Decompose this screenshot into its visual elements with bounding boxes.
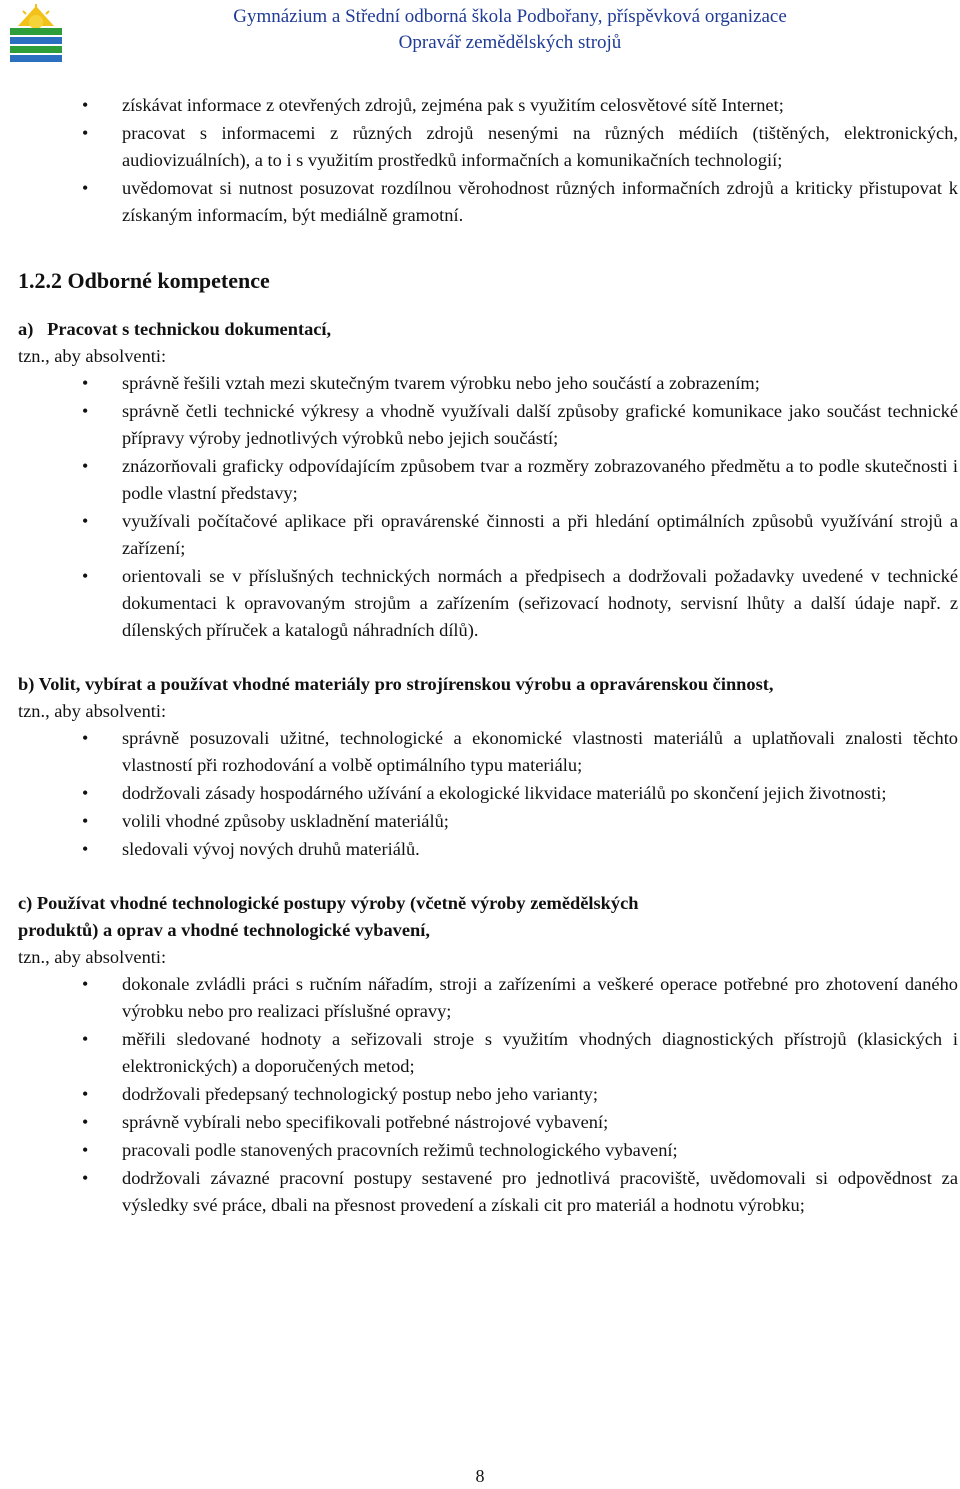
list-item: • dodržovali závazné pracovní postupy sestavené pro jednotlivá pracoviště, uvědomovali si odpovědnost za výsledky své práce, dbali na přesnost provedení a získali cit pro materiál a hodnotu výrobku; [18,1165,958,1219]
list-item: • správně posuzovali užitné, technologické a ekonomické vlastnosti materiálů a uplatňovali znalosti těchto vlastností při rozhodování a volbě optimálního typu materiálu; [18,725,958,779]
section-heading: 1.2.2 Odborné kompetence [18,268,270,293]
page-number: 8 [475,1466,485,1486]
list-item: • dodržovali zásady hospodárného užívání a ekologické likvidace materiálů po skončení jejich životnosti; [18,780,958,807]
subsection-b-intro: tzn., aby absolventi: [18,701,167,721]
list-item: • dokonale zvládli práci s ručním nářadím, stroji a zařízeními a veškeré operace potřebné pro zhotovení daného výrobku nebo pro realizaci příslušné opravy; [18,971,958,1025]
list-item: • získávat informace z otevřených zdrojů, zejména pak s využitím celosvětové sítě Internet; [18,92,958,119]
subsection-b-list [18,725,958,863]
list-item: • správně řešili vztah mezi skutečným tvarem výrobku nebo jeho součástí a zobrazením; [18,370,958,397]
header-text [60,4,960,56]
subsection-b-heading: b) Volit, vybírat a používat vhodné materiály pro strojírenskou výrobu a opravárenskou činnost, [18,674,774,694]
list-item: • využívali počítačové aplikace při opravárenské činnosti a při hledání optimálních způsobů využívání strojů a zařízení; [18,508,958,562]
subsection-c-heading [18,890,958,944]
list-item: • sledovali vývoj nových druhů materiálů. [18,836,958,863]
list-item: • znázorňovali graficky odpovídajícím způsobem tvar a rozměry zobrazovaného předmětu a to podle skutečnosti i podle vlastní představy; [18,453,958,507]
list-item: • měřili sledované hodnoty a seřizovali stroje s využitím vhodných diagnostických přístrojů (klasických i elektronických) a doporučených metod; [18,1026,958,1080]
list-item: • správně vybírali nebo specifikovali potřebné nástrojové vybavení; [18,1109,958,1136]
subsection-a-intro: tzn., aby absolventi: [18,346,167,366]
header-program-name: Opravář zemědělských strojů [398,32,622,53]
list-item: • pracovali podle stanovených pracovních režimů technologického vybavení; [18,1137,958,1164]
list-item: • správně četli technické výkresy a vhodně využívali další způsoby grafické komunikace jako součást technické přípravy výroby jednotlivých výrobků nebo jejich součástí; [18,398,958,452]
list-item: • dodržovali předepsaný technologický postup nebo jeho varianty; [18,1081,958,1108]
list-item: • volili vhodné způsoby uskladnění materiálů; [18,808,958,835]
list-item: • orientovali se v příslušných technických normách a předpisech a dodržovali požadavky uvedené v technické dokumentaci k opravovaným strojům a zařízením (seřizovací hodnoty, servisní lhůty a další údaje např. z dílenských příruček a katalogů náhradních dílů). [18,563,958,644]
header-school-name: Gymnázium a Střední odborná škola Podbořany, příspěvková organizace [233,6,787,27]
subsection-c-list [18,971,958,1219]
school-logo-icon [4,2,68,66]
subsection-c-intro: tzn., aby absolventi: [18,947,167,967]
subsection-c-heading-line1: c) Používat vhodné technologické postupy výroby (včetně výroby zemědělských [18,893,639,913]
list-item: • pracovat s informacemi z různých zdrojů nesenými na různých médiích (tištěných, elektronických, audiovizuálních), a to i s využitím prostředků informačních a komunikačních technologií; [18,120,958,174]
competence-list-top [18,92,958,229]
page-header [0,0,960,70]
subsection-a-heading: a) Pracovat s technickou dokumentací, [18,319,332,339]
subsection-c-heading-line2: produktů) a oprav a vhodné technologické vybavení, [18,920,430,940]
subsection-a-list [18,370,958,644]
list-item: • uvědomovat si nutnost posuzovat rozdílnou věrohodnost různých informačních zdrojů a kriticky přistupovat k získaným informacím, být mediálně gramotní. [18,175,958,229]
document-body [18,92,958,1220]
